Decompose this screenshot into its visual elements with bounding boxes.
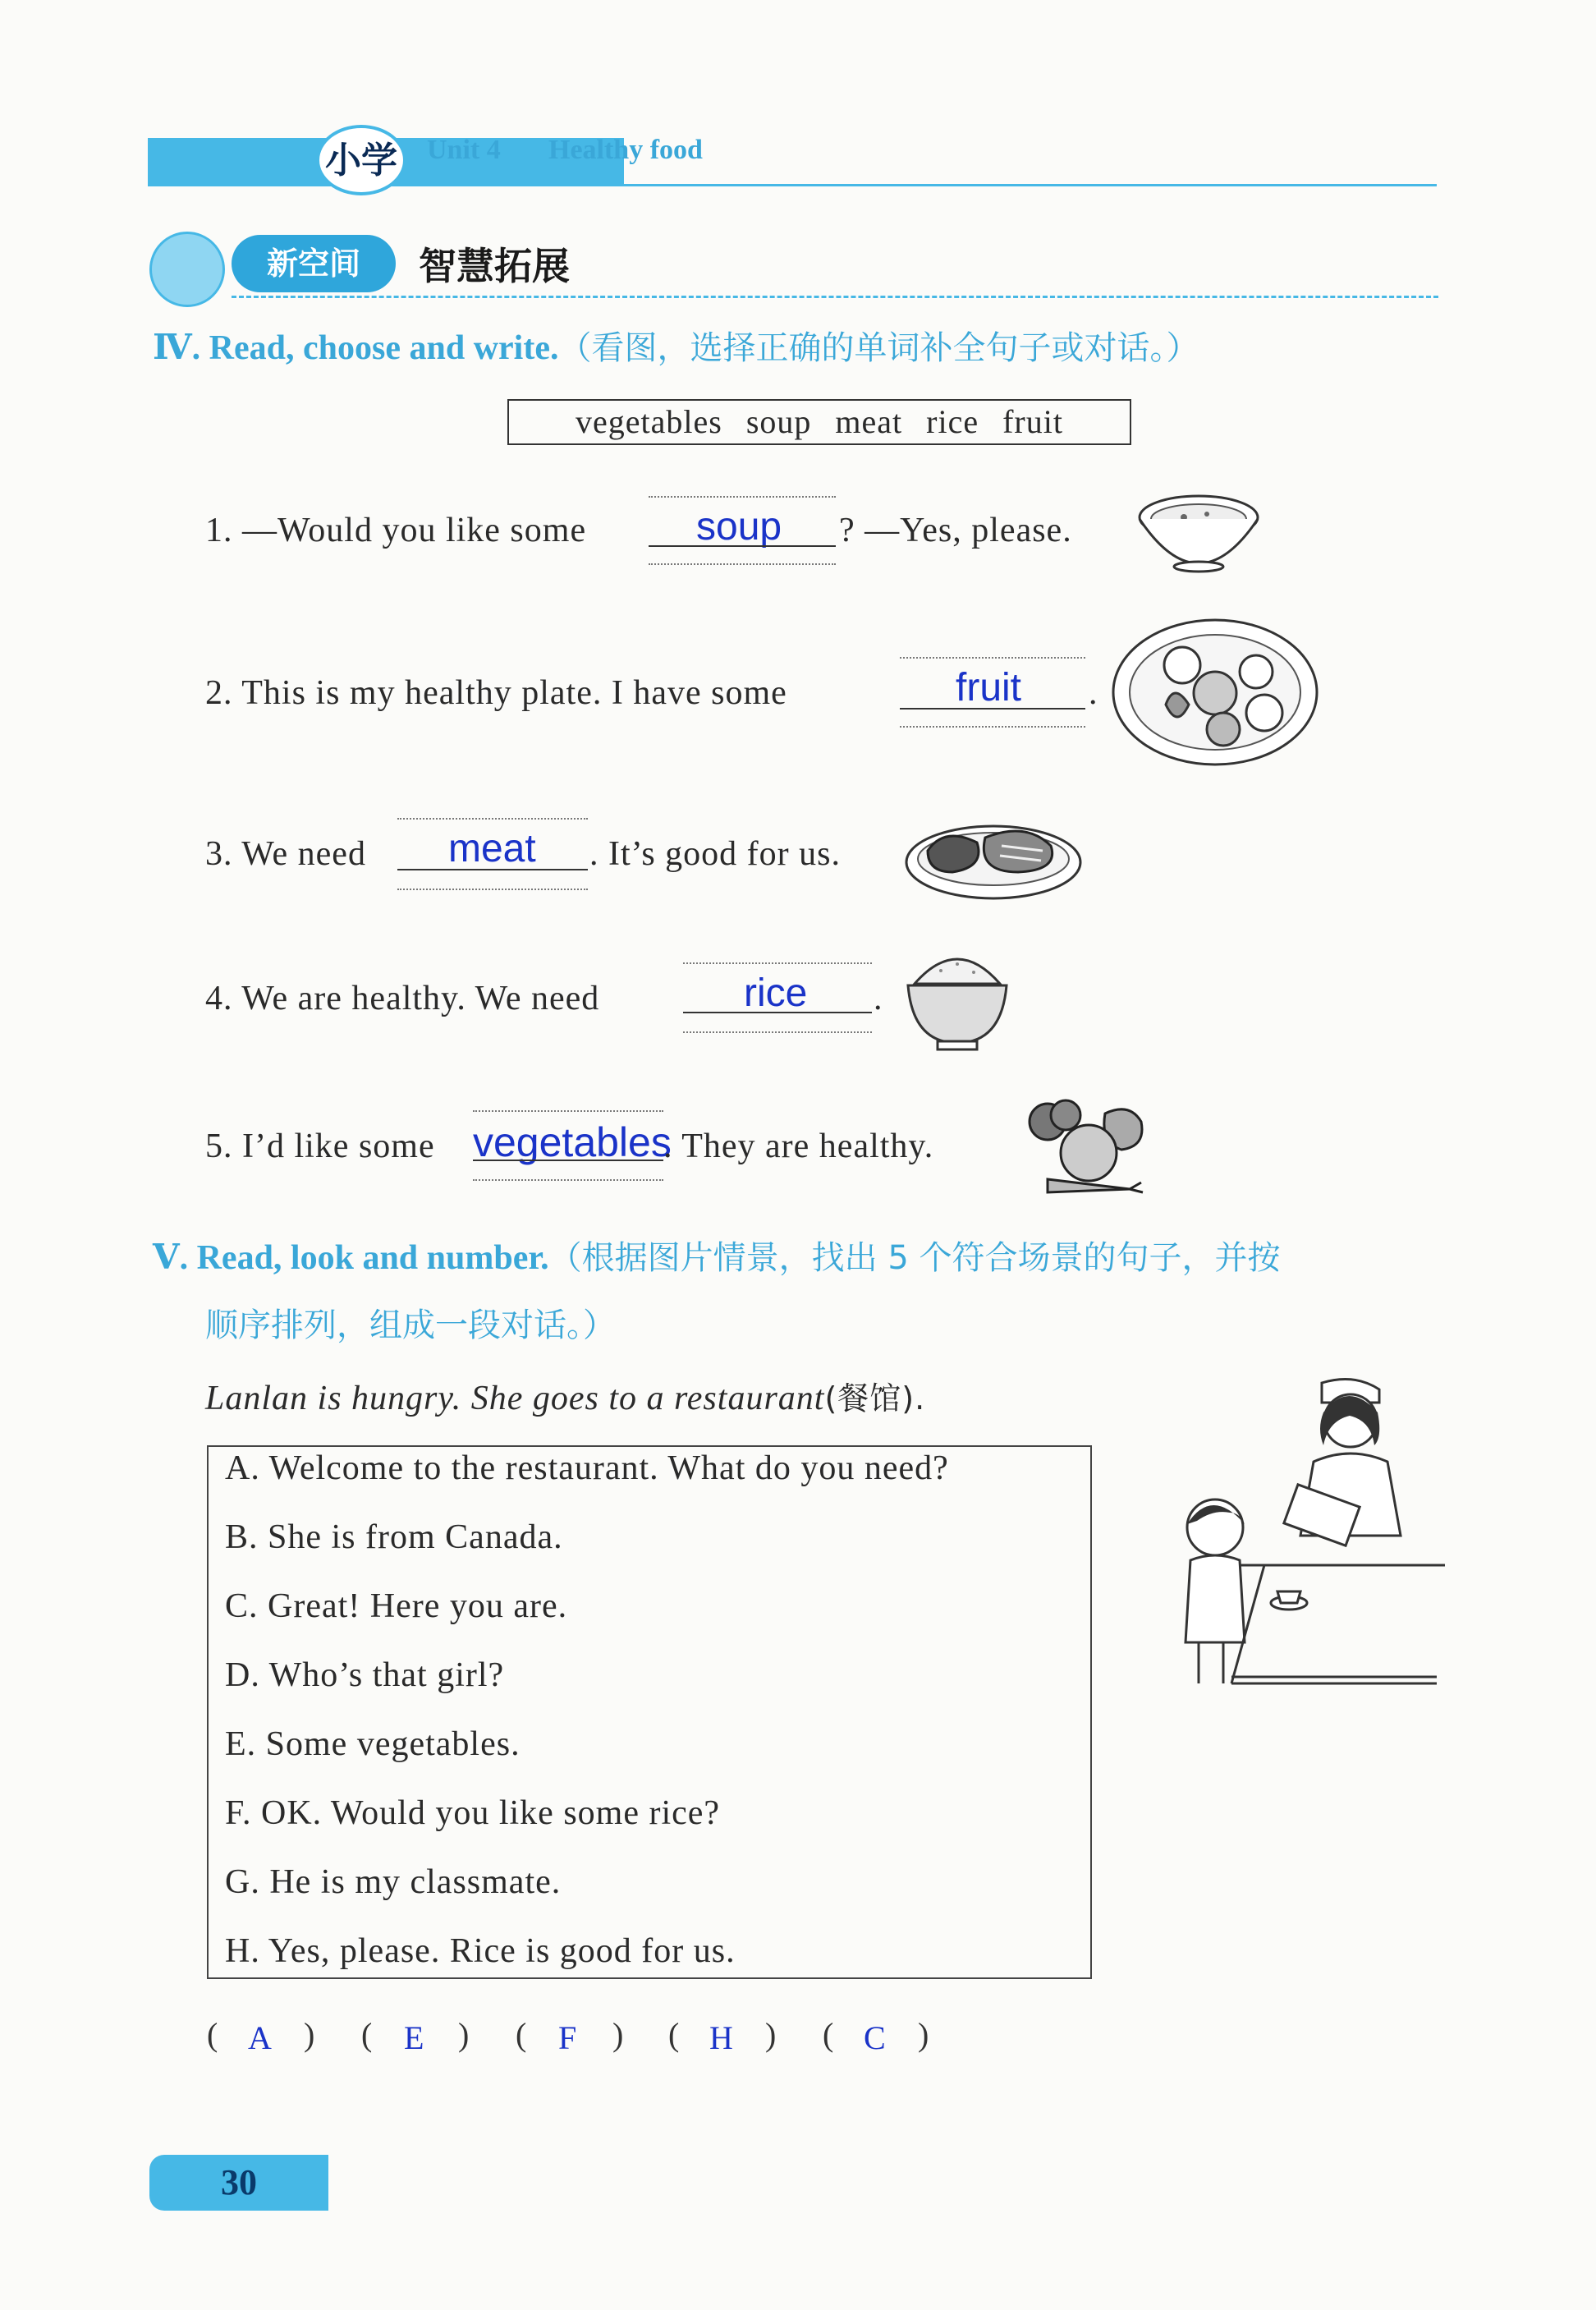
school-logo: 小学 (316, 125, 406, 195)
q5-dotted-top (473, 1110, 663, 1112)
q2-dotted-top (900, 657, 1085, 659)
banner-pill: 新空间 (232, 235, 396, 292)
word-bank (507, 399, 1131, 445)
question-1-pre: 1. —Would you like some (205, 512, 587, 549)
q3-dotted-bottom (397, 889, 588, 890)
question-5-answer[interactable]: vegetables (473, 1119, 672, 1165)
q3-dotted-top (397, 818, 588, 820)
answer-2[interactable]: E (404, 2019, 424, 2056)
paren-close: ) (918, 2016, 929, 2053)
q1-answer-line (649, 545, 836, 547)
word-bank-item: rice (926, 403, 979, 440)
q5-answer-line (473, 1160, 663, 1161)
option-b: B. She is from Canada. (225, 1518, 563, 1556)
paren-open: ( (516, 2016, 527, 2053)
unit-title: Healthy food (548, 135, 703, 165)
question-3-answer[interactable]: meat (448, 827, 536, 870)
paren-open: ( (668, 2016, 680, 2053)
page-number: 30 (149, 2155, 328, 2211)
paren-open: ( (823, 2016, 834, 2053)
section4-heading (153, 322, 1199, 369)
soup-bowl-icon (1133, 485, 1264, 583)
scene-cn: (餐馆). (824, 1380, 926, 1417)
option-g: G. He is my classmate. (225, 1863, 562, 1901)
question-4-pre: 4. We are healthy. We need (205, 980, 600, 1017)
rice-bowl-icon (900, 941, 1015, 1056)
banner-title: 智慧拓展 (419, 244, 570, 288)
question-2-answer[interactable]: fruit (956, 666, 1022, 710)
answer-5[interactable]: C (864, 2019, 886, 2056)
question-2-post: . (1089, 674, 1098, 712)
q4-dotted-top (683, 962, 872, 964)
paren-close: ) (458, 2016, 470, 2053)
section5-instruction-1: （根据图片情景，找出 5 个符合场景的句子，并按 (548, 1239, 1281, 1277)
question-4-post: . (874, 980, 883, 1017)
restaurant-scene-icon (1166, 1371, 1445, 1700)
option-d: D. Who’s that girl? (225, 1656, 505, 1694)
section5-heading (153, 1232, 1281, 1279)
scene-sentence: Lanlan is hungry. She goes to a restaurant (205, 1380, 825, 1417)
word-bank-item: soup (745, 403, 812, 440)
section4-title: Read, choose and write. (209, 329, 559, 367)
option-f: F. OK. Would you like some rice? (225, 1794, 721, 1832)
section4-number: Ⅳ. (153, 329, 201, 367)
paren-open: ( (207, 2016, 218, 2053)
section4-instruction: （看图，选择正确的单词补全句子或对话。） (558, 329, 1199, 367)
unit-label: Unit 4 (427, 135, 501, 165)
question-4-answer[interactable]: rice (744, 971, 808, 1015)
section5-number: Ⅴ. (153, 1239, 189, 1277)
option-c: C. Great! Here you are. (225, 1587, 568, 1625)
paren-close: ) (304, 2016, 315, 2053)
answer-1[interactable]: A (248, 2019, 272, 2056)
q2-answer-line (900, 708, 1085, 710)
section5-title: Read, look and number. (196, 1239, 549, 1277)
word-bank-item: fruit (1002, 403, 1063, 440)
vegetables-icon (1015, 1089, 1163, 1204)
banner-divider (232, 296, 1438, 298)
q4-answer-line (683, 1012, 872, 1013)
question-1-answer[interactable]: soup (696, 505, 782, 549)
paren-open: ( (361, 2016, 373, 2053)
q2-dotted-bottom (900, 726, 1085, 728)
word-bank-item: vegetables (576, 403, 722, 440)
paren-close: ) (765, 2016, 777, 2053)
q5-dotted-bottom (473, 1179, 663, 1181)
meat-plate-icon (903, 805, 1084, 903)
scene-text (205, 1373, 925, 1418)
section5-instruction-2: 顺序排列，组成一段对话。） (205, 1307, 616, 1344)
question-3-pre: 3. We need (205, 835, 366, 873)
q1-dotted-bottom (649, 563, 836, 565)
word-bank-item: meat (835, 403, 903, 440)
question-5-pre: 5. I’d like some (205, 1127, 435, 1165)
section5-heading-cont (205, 1299, 616, 1346)
question-3-post: . It’s good for us. (589, 835, 841, 873)
question-5-post: . They are healthy. (663, 1127, 934, 1165)
option-e: E. Some vegetables. (225, 1725, 521, 1763)
fruit-plate-icon (1108, 614, 1322, 770)
answer-3[interactable]: F (558, 2019, 577, 2056)
question-2-pre: 2. This is my healthy plate. I have some (205, 674, 787, 712)
option-h: H. Yes, please. Rice is good for us. (225, 1932, 736, 1970)
answer-4[interactable]: H (709, 2019, 733, 2056)
q3-answer-line (397, 869, 588, 870)
option-a: A. Welcome to the restaurant. What do you need? (225, 1449, 949, 1487)
banner-circle-icon (149, 232, 225, 307)
q4-dotted-bottom (683, 1031, 872, 1033)
q1-dotted-top (649, 496, 836, 498)
paren-close: ) (612, 2016, 624, 2053)
question-1-post: ? —Yes, please. (839, 512, 1072, 549)
